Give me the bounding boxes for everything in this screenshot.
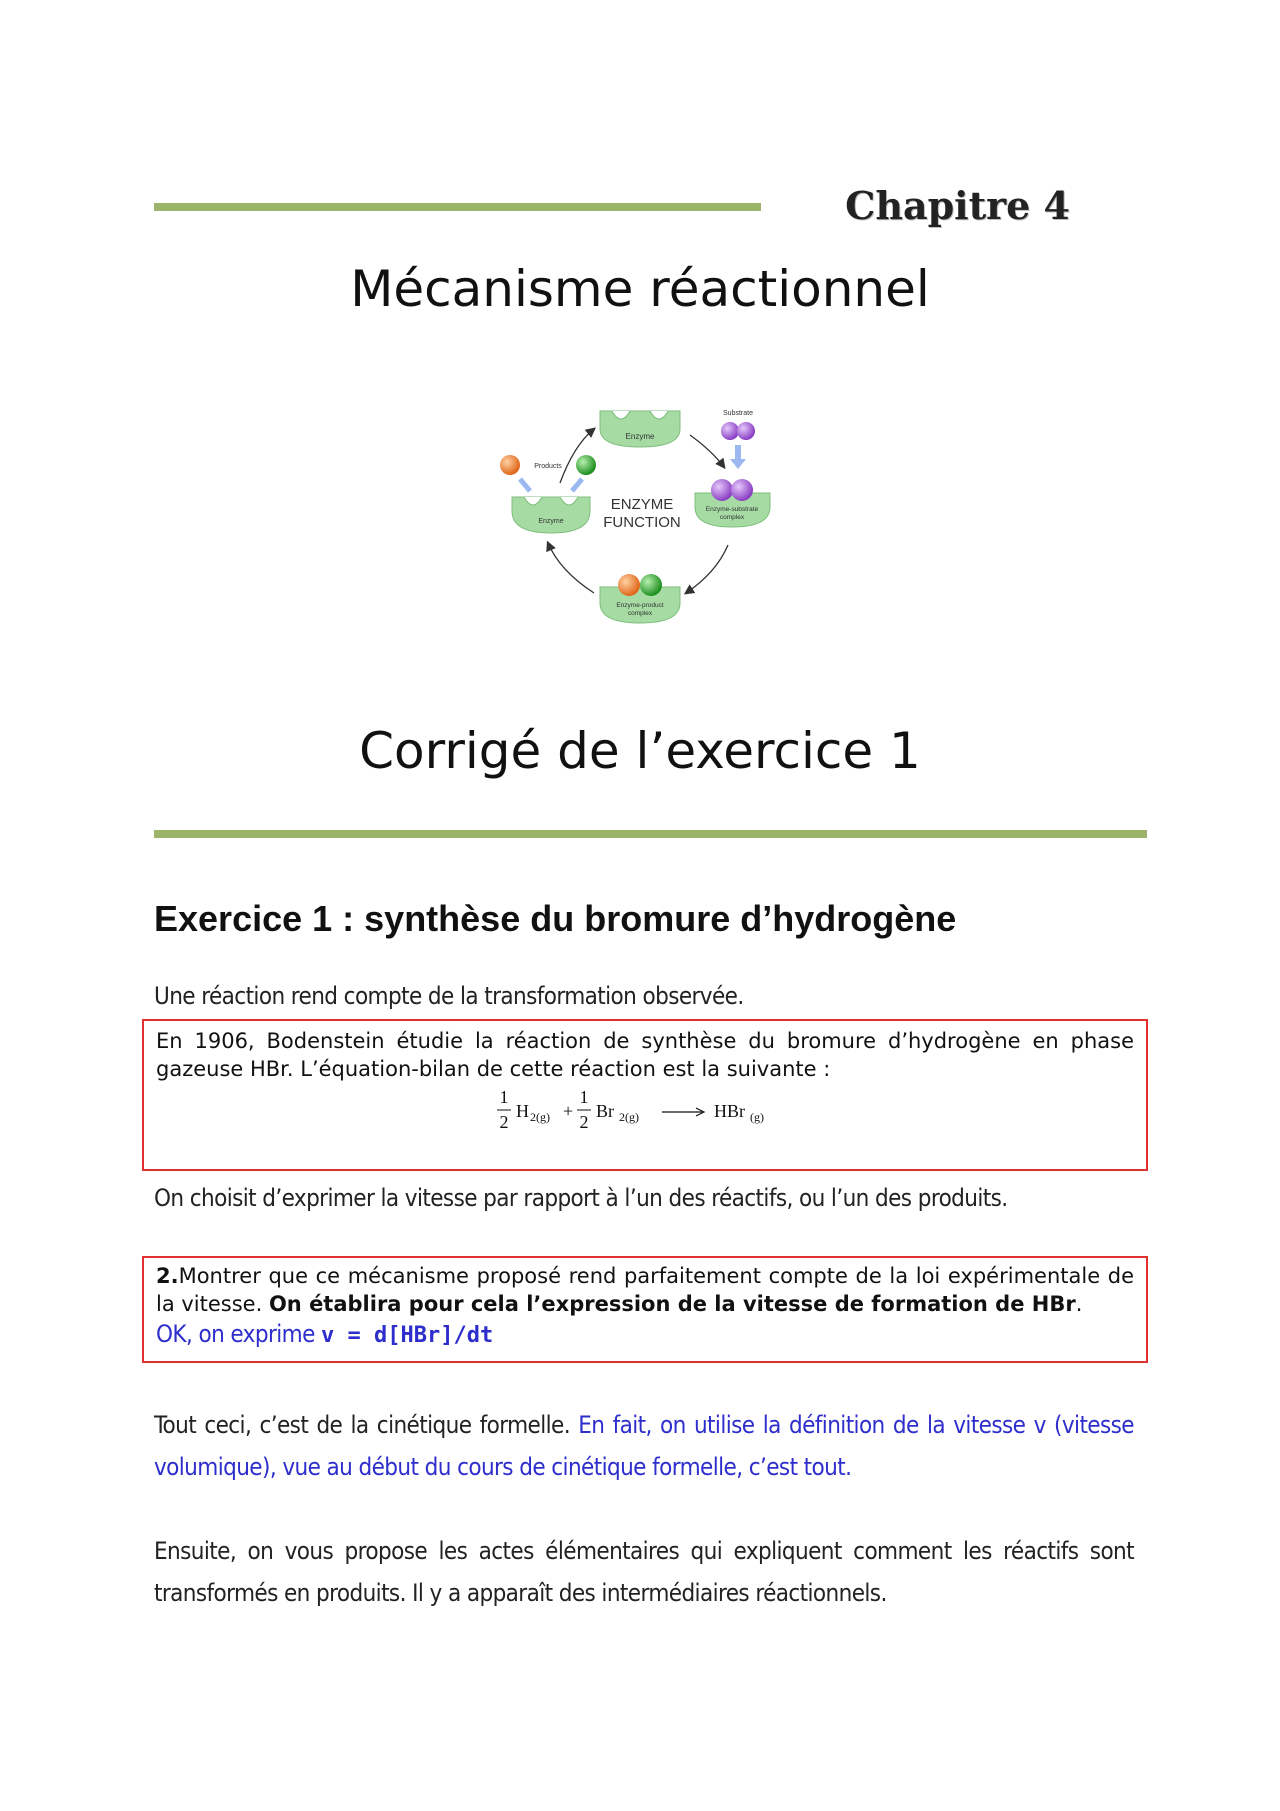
label-ep-line2: complex — [627, 610, 653, 617]
label-es-line1: Enzyme-substrate — [705, 506, 759, 513]
paragraph-cinetique-blue: En fait, on utilise la définition de la vitesse v (vitesse volumique), vue au début du cours de cinétique formelle, c’est tout. — [154, 1411, 1134, 1481]
eq-h2: H — [516, 1101, 529, 1121]
arrow-bottom-right — [686, 545, 728, 593]
arrow-bottom-left — [548, 543, 594, 593]
paragraph-cinetique-black: Tout ceci, c’est de la cinétique formelle. — [154, 1411, 579, 1439]
eq-frac2-den: 2 — [579, 1112, 589, 1132]
eq-br2-sub: 2(g) — [619, 1110, 639, 1124]
paragraph-cinetique — [154, 1404, 1134, 1488]
question-bold: On établira pour cela l’expression de la vitesse de formation de HBr — [268, 1292, 1076, 1316]
diagram-center-line2: FUNCTION — [603, 514, 681, 531]
enzyme-substrate-complex — [695, 479, 770, 527]
arrow-top-right — [690, 435, 724, 467]
page-subtitle: Corrigé de l’exercice 1 — [359, 722, 921, 780]
enzyme-left — [500, 455, 596, 533]
eq-product: HBr — [714, 1101, 745, 1121]
problem-statement-box — [142, 1019, 1148, 1171]
label-enzyme-top: Enzyme — [625, 432, 655, 441]
eq-product-sub: (g) — [750, 1110, 764, 1124]
reaction-equation — [494, 1081, 794, 1151]
enzyme-top — [600, 411, 680, 447]
section-divider — [154, 830, 1147, 838]
eq-frac1-den: 2 — [499, 1112, 509, 1132]
label-substrate: Substrate — [723, 410, 753, 417]
enzyme-function-diagram — [490, 405, 790, 635]
question-body: Montrer que ce mécanisme proposé rend parfaitement compte de la loi expérimentale de la vitesse. — [156, 1264, 1134, 1316]
page-title: Mécanisme réactionnel — [350, 260, 930, 318]
diagram-center-line1: ENZYME — [610, 496, 674, 513]
enzyme-product-complex — [600, 574, 680, 623]
intro-line: Une réaction rend compte de la transformation observée. — [154, 982, 744, 1010]
eq-frac2-num: 1 — [579, 1087, 589, 1107]
label-es-line2: complex — [719, 514, 745, 521]
question-box — [142, 1256, 1148, 1363]
answer-prefix: OK, on exprime — [156, 1320, 322, 1348]
question-text — [156, 1262, 1134, 1318]
label-products: Products — [534, 463, 562, 470]
question-answer — [156, 1320, 493, 1348]
chapter-label: Chapitre 4 — [845, 183, 1070, 228]
problem-text: En 1906, Bodenstein étudie la réaction de synthèse du bromure d’hydrogène en phase gazeuse HBr. L’équation-bilan de cette réaction est la suivante : — [156, 1029, 1134, 1081]
exercise-heading: Exercice 1 : synthèse du bromure d’hydrogène — [154, 898, 957, 939]
eq-frac1-num: 1 — [499, 1087, 509, 1107]
eq-h2-sub: 2(g) — [530, 1110, 550, 1124]
top-divider — [154, 203, 761, 211]
label-ep-line1: Enzyme-product — [616, 602, 664, 609]
answer-formula: v = d[HBr]/dt — [321, 1323, 494, 1348]
substrate — [721, 410, 755, 469]
speed-choice-line: On choisit d’exprimer la vitesse par rapport à l’un des réactifs, ou l’un des produits. — [154, 1184, 1008, 1212]
label-enzyme-left: Enzyme — [538, 518, 564, 525]
question-end: . — [1075, 1292, 1083, 1316]
eq-br2: Br — [596, 1101, 614, 1121]
question-number: 2. — [156, 1264, 179, 1288]
paragraph-ensuite: Ensuite, on vous propose les actes élémentaires qui expliquent comment les réactifs sont transformés en produits. Il y a apparaît des intermédiaires réactionnels. — [154, 1537, 1134, 1607]
eq-plus: + — [563, 1101, 574, 1121]
